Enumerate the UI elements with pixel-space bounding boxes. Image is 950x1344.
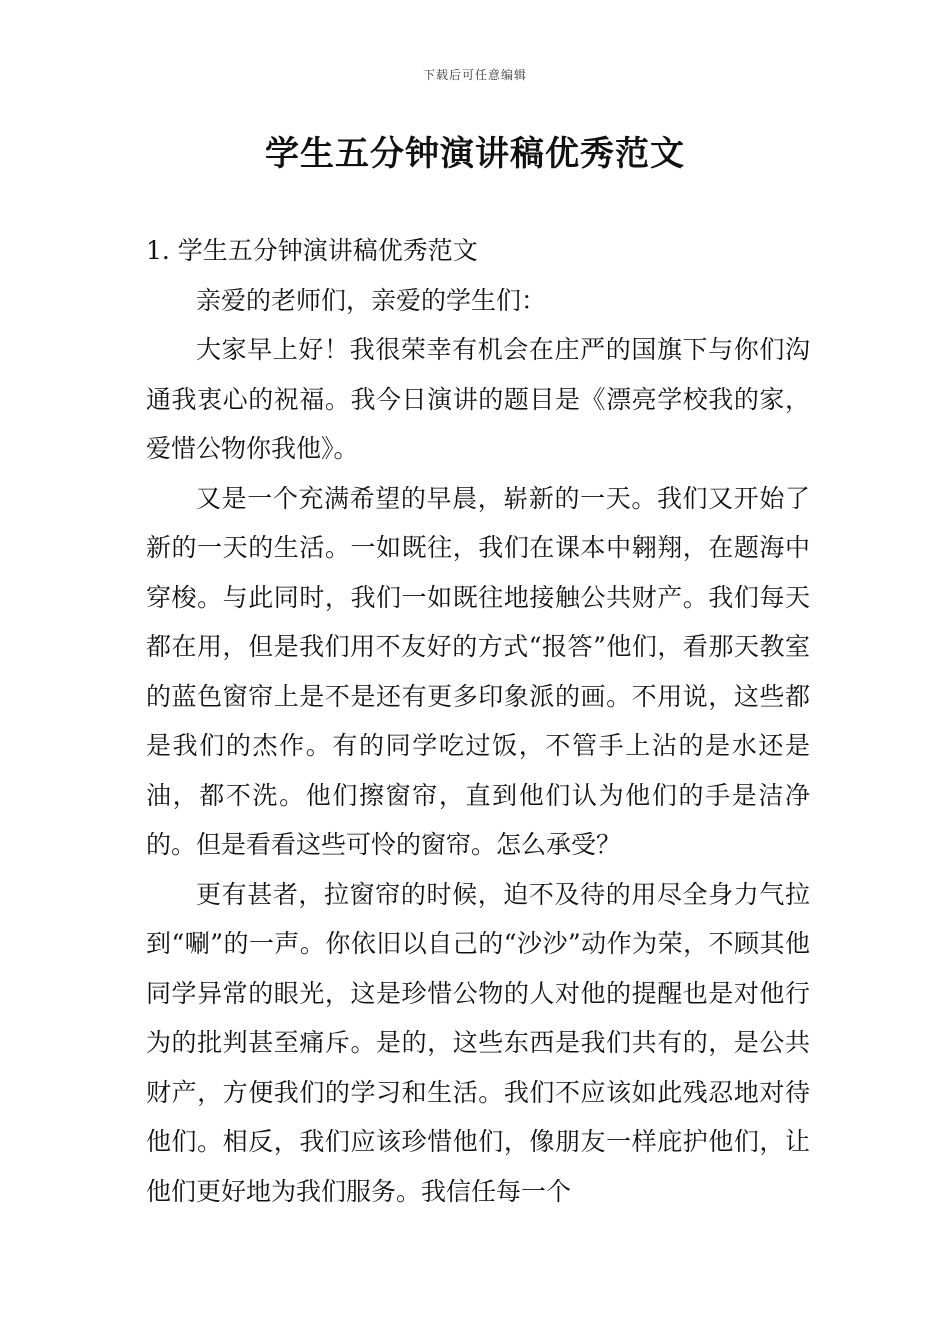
section-heading: 1. 学生五分钟演讲稿优秀范文 [146, 236, 478, 265]
paragraph-greeting: 亲爱的老师们，亲爱的学生们： [196, 285, 547, 315]
paragraph-body-2: 更有甚者，拉窗帘的时候，迫不及待的用尽全身力气拉到“唰”的一声。你依旧以自己的“沙沙”动作为荣，不顾其他同学异常的眼光，这是珍惜公物的人对他的提醒也是对他行为的批判甚至痛斥。是的，这些东西是我们共有的，是公共财产，方便我们的学习和生活。我们不应该如此残忍地对待他们。相反，我们应该珍惜他们，像朋友一样庇护他们，让他们更好地为我们服务。我信任每一个 [146, 879, 810, 1206]
document-title: 学生五分钟演讲稿优秀范文 [265, 134, 685, 174]
paragraph-intro: 大家早上好！我很荣幸有机会在庄严的国旗下与你们沟通我衷心的祝福。我今日演讲的题目是《漂亮学校我的家，爱惜公物你我他》。 [146, 335, 810, 463]
header-note: 下载后可任意编辑 [422, 68, 527, 82]
document-body [146, 226, 810, 1216]
paragraph-body-1: 又是一个充满希望的早晨，崭新的一天。我们又开始了新的一天的生活。一如既往，我们在课本中翱翔，在题海中穿梭。与此同时，我们一如既往地接触公共财产。我们每天都在用，但是我们用不友好的方式“报答”他们，看那天教室的蓝色窗帘上是不是还有更多印象派的画。不用说，这些都是我们的杰作。有的同学吃过饭，不管手上沾的是水还是油，都不洗。他们擦窗帘，直到他们认为他们的手是洁净的。但是看看这些可怜的窗帘。怎么承受？ [146, 483, 810, 859]
